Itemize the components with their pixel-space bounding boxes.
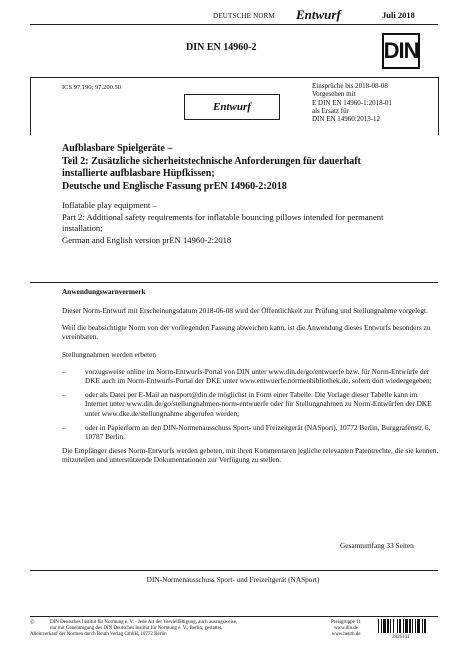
meta-line: als Ersatz für <box>312 106 349 115</box>
entwurf-status-box: Entwurf <box>184 94 280 120</box>
header-org: DEUTSCHE NORM <box>213 12 275 20</box>
list-item <box>62 390 440 418</box>
barcode-bar <box>397 619 398 633</box>
document-code: 2826141 <box>392 635 410 640</box>
barcode-bar <box>403 619 404 633</box>
barcode-bar <box>390 619 391 633</box>
warning-body <box>62 306 440 465</box>
german-title-line: Teil 2: Zusätzliche sicherheitstechnische Anforderungen für dauerhaft <box>62 155 361 167</box>
footer-line: Alleinverkauf der Normen durch Beuth Verlag GmbH, 10772 Berlin <box>30 632 167 637</box>
meta-left-border <box>30 77 31 135</box>
ics-code: ICS 97.190; 97.200.50 <box>62 84 122 91</box>
footer-price-block <box>322 620 370 638</box>
warning-heading: Anwendungswarnvermerk <box>62 287 146 296</box>
footer-copyright-text <box>30 620 250 638</box>
document-number: DIN EN 14960-2 <box>186 42 257 53</box>
list-item <box>62 423 440 441</box>
committee-name: DIN-Normenausschuss Sport- und Freizeitgerät (NASport) <box>146 575 320 584</box>
din-logo: DIN <box>382 33 420 69</box>
warning-paragraph-4: Die Empfänger dieses Norm-Entwurfs werden gebeten, mit ihren Kommentaren jegliche relevanten Patentrechte, die sie kennen, mitzuteilen und unterstützende Dokumentationen zur Verfügung zu stellen. <box>62 446 439 465</box>
rule-above-committee <box>30 570 438 571</box>
barcode-bar <box>422 619 423 633</box>
list-item <box>62 367 440 385</box>
barcode-bar <box>393 619 394 633</box>
footer-line: nur mit Genehmigung des DIN Deutsches Institut für Normung e. V., Berlin, gestattet. <box>50 626 223 631</box>
dash-bullet: – <box>62 422 66 432</box>
list-item-text: oder in Papierform an den DIN-Normenausschuss Sport- und Freizeitgerät (NASport), 10772 Berlin, Burggrafenstr. 6, 10787 Berlin. <box>85 422 431 442</box>
german-title-line: installierte aufblasbare Hüpfkissen; <box>62 168 215 179</box>
rule-below-title <box>30 77 438 78</box>
barcode-bar <box>405 619 408 633</box>
copyright-symbol: © <box>30 620 35 626</box>
barcode-bar <box>381 619 382 633</box>
price-group: Preisgruppe 11 <box>331 620 361 625</box>
german-title-line: Aufblasbare Spielgeräte – <box>62 143 173 154</box>
warning-paragraph-1: Dieser Norm-Entwurf mit Erscheinungsdatum 2018-06-08 wird der Öffentlichkeit zur Prüfung und Stellungnahme vorgelegt. <box>62 306 428 315</box>
warning-paragraph-3: Stellungnahmen werden erbeten <box>62 349 157 359</box>
english-title-line: Inflatable play equipment – <box>62 200 157 210</box>
barcode-bar <box>412 619 413 633</box>
header-rule <box>30 24 438 25</box>
meta-line: DIN EN 14960:2013-12 <box>312 115 381 124</box>
meta-right-border <box>438 77 439 135</box>
submission-list <box>62 367 440 441</box>
header-status: Entwurf <box>296 7 341 22</box>
list-item-text: vorzugsweise online im Norm-Entwurfs-Portal von DIN unter www.din.de/go/entwuerfe bzw. für Norm-Entwürfe der DKE auch im Norm-Entwurfs-Portal der DKE unter www.entwuerfe.normenbibliothek.de, sofern dort wiedergegeben; <box>85 366 432 386</box>
barcode-bar <box>378 619 379 633</box>
barcode-bar <box>424 619 426 633</box>
german-title <box>62 143 432 193</box>
english-title-line: German and English version prEN 14960-2:2018 <box>62 234 232 245</box>
english-title-line: installation; <box>62 223 103 233</box>
english-title <box>62 200 438 246</box>
website-beuth: www.beuth.de <box>331 632 361 637</box>
total-pages: Gesamtumfang 33 Seiten <box>340 541 414 550</box>
meta-line: Vorgesehen mit <box>312 90 356 99</box>
rule-below-committee <box>30 616 438 617</box>
barcode-bar <box>415 619 416 633</box>
dash-bullet: – <box>62 390 66 400</box>
website-din: www.din.de <box>333 626 359 631</box>
barcode-bar <box>383 619 386 633</box>
header-date: Juli 2018 <box>382 10 415 20</box>
english-title-line: Part 2: Additional safety requirements for inflatable bouncing pillows intended for permanent <box>62 211 384 222</box>
barcode <box>378 619 438 633</box>
barcode-bar <box>417 619 420 633</box>
meta-line: E DIN EN 14960-1:2018-01 <box>312 98 392 107</box>
rule-above-warning <box>30 282 438 283</box>
meta-line: Einsprüche bis 2018-08-08 <box>312 82 388 90</box>
barcode-graphic <box>378 619 438 633</box>
footer-line: DIN Deutsches Institut für Normung e. V. · Jede Art der Vervielfältigung, auch auszugsweise, <box>50 620 238 625</box>
barcode-bar <box>409 619 411 633</box>
german-title-line: Deutsche und Englische Fassung prEN 14960-2:2018 <box>62 180 287 192</box>
dash-bullet: – <box>62 366 66 376</box>
warning-paragraph-2: Weil die beabsichtigte Norm von der vorliegenden Fassung abweichen kann, ist die Anwendung dieses Entwurfs besonders zu vereinbaren. <box>62 323 431 342</box>
barcode-bar <box>387 619 389 633</box>
list-item-text: oder als Datei per E-Mail an nasport@din.de möglichst in Form einer Tabelle. Die Vorlage dieser Tabelle kann im Internet unter www.din.de/go/stellungnahmen-norm-entwuerfe oder für Stellungnahmen zu Norm-Entwürfen der DKE unter www.dke.de/stellungnahme abgerufen werden; <box>85 390 432 418</box>
meta-right-block <box>312 82 392 123</box>
barcode-bar <box>399 619 401 633</box>
